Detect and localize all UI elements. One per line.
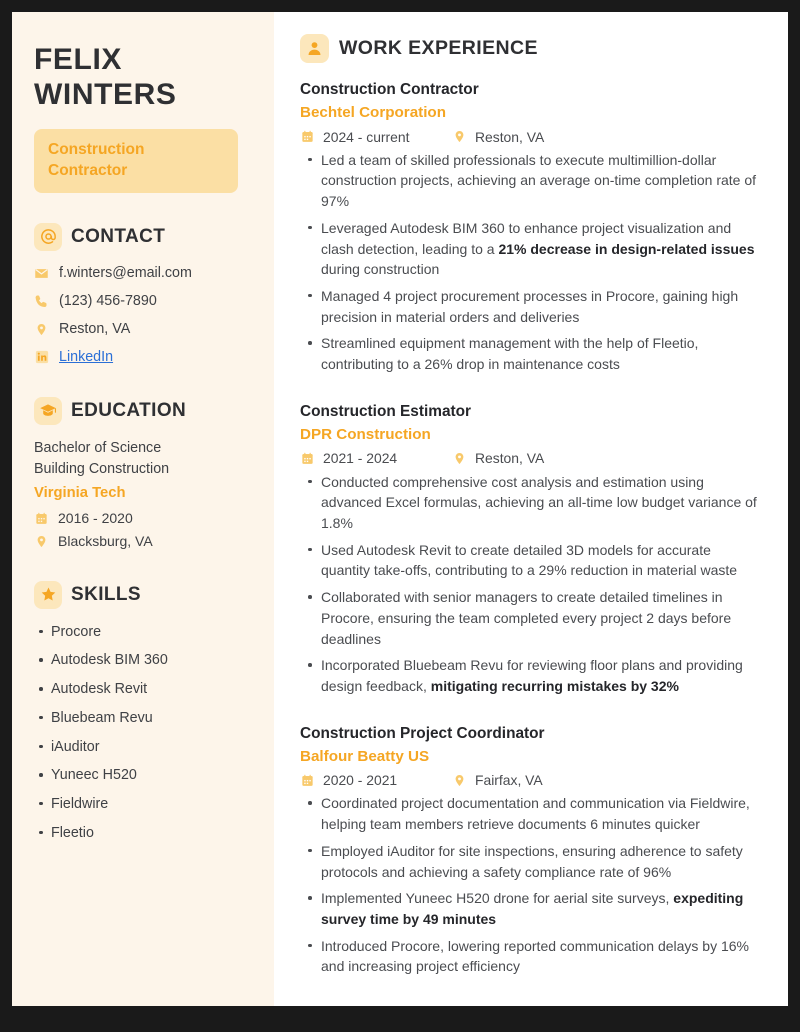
phone-icon [34,294,49,309]
education-location: Blacksburg, VA [58,533,153,550]
envelope-icon [34,266,49,281]
linkedin-icon [34,350,49,364]
list-item: Bluebeam Revu [51,708,254,737]
job-entry [300,724,762,983]
contact-phone-row [34,292,254,311]
education-heading: EDUCATION [71,399,187,421]
candidate-last-name: WINTERS [34,78,177,112]
job-bullets-list [300,472,762,703]
job-company: Bechtel Corporation [300,104,446,122]
candidate-first-name: FELIX [34,43,123,76]
job-company: Balfour Beatty US [300,747,430,765]
skills-list [34,622,254,852]
location-pin-icon [452,773,467,788]
job-location-item [452,449,544,467]
skills-section [34,581,254,852]
bullet-highlight: expediting survey time by 49 minutes [321,890,744,927]
graduation-cap-icon [34,397,62,425]
contact-email-row [34,264,254,283]
location-pin-icon [452,129,467,144]
contact-linkedin-row[interactable] [34,348,254,367]
education-location-row [34,532,254,550]
job-location-item [452,771,543,789]
resume-page [12,12,788,1006]
calendar-icon [300,774,315,787]
job-meta [300,128,762,146]
job-bullet: Led a team of skilled professionals to execute multimillion-dollar construction projects, achieving an average on-time completion rate of 97% [321,150,762,218]
list-item: iAuditor [51,737,254,766]
candidate-title-banner: Construction Contractor [34,129,238,193]
contact-linkedin-link[interactable]: LinkedIn [59,349,114,366]
job-dates: 2020 - 2021 [323,772,398,789]
job-title: Construction Estimator [300,402,472,420]
job-location: Reston, VA [475,450,545,467]
calendar-icon [34,512,49,525]
person-icon [300,34,329,63]
contact-phone-value: (123) 456-7890 [59,292,157,309]
list-item: Procore [51,622,254,651]
job-bullet: Used Autodesk Revit to create detailed 3D models for accurate quantity take-offs, contributing to a 29% reduction in material waste [321,540,762,587]
job-company: DPR Construction [300,425,431,443]
education-section [34,397,254,551]
job-bullet: Collaborated with senior managers to create detailed timelines in Procore, ensuring the team completed every project 2 days before deadlines [321,587,762,655]
job-location: Reston, VA [475,128,545,145]
job-location-item [452,128,544,146]
work-experience-section [274,12,788,1006]
bullet-highlight: 21% decrease in design-related issues [498,240,755,257]
job-location: Fairfax, VA [475,772,543,789]
list-item: Autodesk BIM 360 [51,650,254,679]
job-dates-item [300,771,452,789]
contact-heading: CONTACT [71,225,166,247]
bullet-highlight: mitigating recurring mistakes by 32% [430,678,679,694]
contact-location-value: Reston, VA [59,320,131,337]
location-pin-icon [34,322,49,337]
job-bullet: Coordinated project documentation and communication via Fieldwire, helping team members retrieve documents 6 minutes quicker [321,793,762,840]
jobs-list [300,80,762,983]
sidebar [12,12,274,1006]
list-item: Yuneec H520 [51,765,254,794]
candidate-name [34,42,254,113]
job-bullet: Implemented Yuneec H520 drone for aerial site surveys, expediting survey time by 49 minutes [321,888,762,935]
list-item: Autodesk Revit [51,679,254,708]
job-bullet: Introduced Procore, lowering reported communication delays by 16% and increasing project efficiency [321,936,762,983]
list-item: Fleetio [51,823,254,852]
education-dates-row [34,509,254,527]
education-field: Building Construction [34,461,170,478]
skills-heading: SKILLS [71,583,141,605]
job-entry [300,402,762,703]
contact-section [34,223,254,367]
job-bullet: Managed 4 project procurement processes in Procore, gaining high precision in material orders and deliveries [321,286,762,333]
work-experience-header [300,34,762,63]
job-bullets-list [300,793,762,983]
job-bullet: Incorporated Bluebeam Revu for reviewing floor plans and providing design feedback, mitigating recurring mistakes by 32% [321,655,762,702]
education-dates: 2016 - 2020 [58,510,133,527]
job-title: Construction Project Coordinator [300,724,545,742]
calendar-icon [300,452,315,465]
list-item: Fieldwire [51,794,254,823]
job-meta [300,771,762,789]
education-school: Virginia Tech [34,485,126,502]
contact-location-row [34,320,254,339]
job-bullet: Leveraged Autodesk BIM 360 to enhance project visualization and clash detection, leading to a 21% decrease in design-related issues during construction [321,218,762,286]
job-bullet: Conducted comprehensive cost analysis and estimation using advanced Excel formulas, achieving an all-time low budget variance of 1.8% [321,472,762,540]
job-dates: 2021 - 2024 [323,450,398,467]
star-icon [34,581,62,609]
education-section-header [34,397,254,425]
contact-section-header [34,223,254,251]
job-bullet: Employed iAuditor for site inspections, ensuring adherence to safety protocols and achieving a safety compliance rate of 96% [321,841,762,888]
education-degree: Bachelor of Science [34,439,162,456]
job-dates-item [300,128,452,146]
work-experience-heading: WORK EXPERIENCE [339,37,538,59]
job-title: Construction Contractor [300,81,479,98]
job-dates-item [300,449,452,467]
job-bullet: Streamlined equipment management with the help of Fleetio, contributing to a 26% drop in maintenance costs [321,333,762,380]
location-pin-icon [452,451,467,466]
job-entry [300,80,762,381]
contact-email-value: f.winters@email.com [59,264,192,281]
at-sign-icon [34,223,62,251]
job-meta [300,449,762,467]
job-dates: 2024 - current [323,128,410,145]
skills-section-header [34,581,254,609]
job-bullets-list [300,150,762,381]
location-pin-icon [34,534,49,549]
calendar-icon [300,130,315,143]
